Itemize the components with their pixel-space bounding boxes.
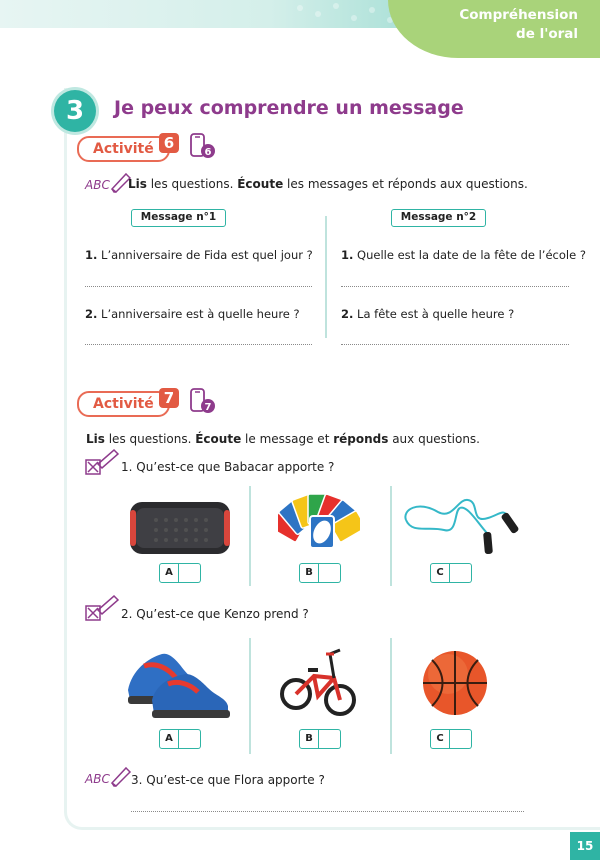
page-number: 15 (570, 832, 600, 860)
column-divider (325, 216, 327, 338)
answer-box[interactable] (430, 563, 472, 583)
page-title: Je peux comprendre un message (114, 97, 464, 119)
activity-7-label: Activité (77, 391, 170, 417)
checkbox[interactable] (450, 563, 472, 583)
activity-6-label: Activité (77, 136, 170, 162)
track-number-6: 6 (204, 147, 212, 158)
pencil-abc-icon (84, 765, 132, 791)
checkbox[interactable] (450, 729, 472, 749)
step-badge: 3 (54, 90, 96, 132)
abc-label: ABC (85, 772, 110, 786)
answer-line[interactable] (131, 811, 524, 812)
message-2-question-2: 2. La fête est à quelle heure ? (341, 307, 515, 321)
activity-7-number: 7 (159, 388, 179, 408)
checkbox[interactable] (179, 729, 201, 749)
option-letter: B (299, 563, 319, 583)
checkbox[interactable] (319, 563, 341, 583)
message-1-question-1: 1. L’anniversaire de Fida est quel jour ? (85, 248, 313, 262)
activity-6-instruction: Lis les questions. Écoute les messages et réponds aux questions. (128, 177, 528, 191)
checkbox[interactable] (179, 563, 201, 583)
checkbox[interactable] (319, 729, 341, 749)
activity-7-question-1: 1. Qu’est-ce que Babacar apporte ? (121, 460, 335, 474)
option-letter: B (299, 729, 319, 749)
sneakers-image (122, 640, 234, 726)
phone-audio-icon[interactable] (188, 388, 216, 420)
bicycle-image (278, 640, 360, 728)
pencil-abc-icon (84, 171, 132, 197)
option-letter: A (159, 729, 179, 749)
column-divider (390, 638, 392, 754)
activity-7-instruction: Lis les questions. Écoute le message et réponds aux questions. (86, 432, 480, 446)
section-title-line1: Compréhension (459, 7, 578, 23)
abc-label: ABC (85, 178, 110, 192)
answer-line[interactable] (341, 344, 569, 345)
column-divider (249, 638, 251, 754)
cards-image (278, 488, 360, 560)
section-title-line2: de l'oral (516, 26, 578, 42)
pencil-check-icon (84, 448, 120, 482)
answer-box[interactable] (299, 729, 341, 749)
phone-audio-icon[interactable] (188, 133, 216, 165)
answer-line[interactable] (85, 344, 312, 345)
answer-line[interactable] (85, 286, 312, 287)
answer-box[interactable] (159, 563, 201, 583)
basketball-image (422, 650, 488, 720)
message-2-question-1: 1. Quelle est la date de la fête de l’école ? (341, 248, 586, 262)
answer-box[interactable] (159, 729, 201, 749)
column-divider (249, 486, 251, 586)
answer-line[interactable] (341, 286, 569, 287)
pencil-check-icon (84, 594, 120, 628)
message-1-label: Message n°1 (131, 209, 226, 227)
answer-box[interactable] (430, 729, 472, 749)
message-1-question-2: 2. L’anniversaire est à quelle heure ? (85, 307, 300, 321)
jump-rope-image (398, 490, 528, 564)
speaker-image (126, 498, 234, 562)
option-letter: A (159, 563, 179, 583)
option-letter: C (430, 729, 450, 749)
section-tab (388, 0, 600, 58)
activity-7-question-3: 3. Qu’est-ce que Flora apporte ? (131, 773, 325, 787)
message-2-label: Message n°2 (391, 209, 486, 227)
answer-box[interactable] (299, 563, 341, 583)
activity-6-number: 6 (159, 133, 179, 153)
track-number-7: 7 (204, 402, 212, 413)
option-letter: C (430, 563, 450, 583)
activity-7-question-2: 2. Qu’est-ce que Kenzo prend ? (121, 607, 309, 621)
column-divider (390, 486, 392, 586)
